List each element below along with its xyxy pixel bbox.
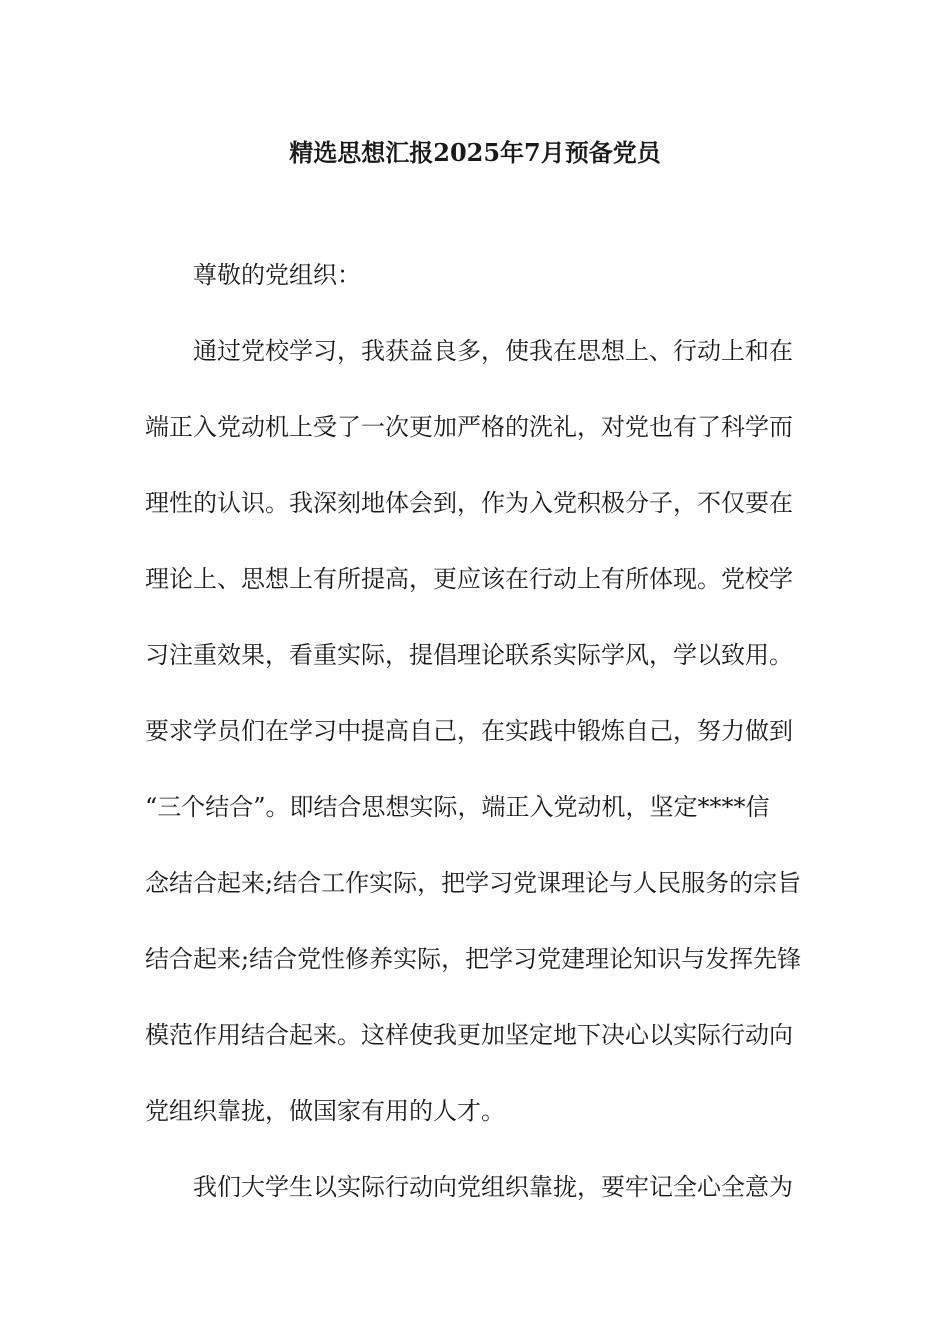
paragraph-line: 端正入党动机上受了一次更加严格的洗礼，对党也有了科学而: [145, 413, 793, 441]
paragraph-1: [145, 313, 810, 1149]
paragraph-line: 通过党校学习，我获益良多，使我在思想上、行动上和在: [193, 337, 793, 365]
paragraph-line: 理论上、思想上有所提高，更应该在行动上有所体现。党校学: [145, 565, 793, 593]
salutation: 尊敬的党组织：: [193, 261, 361, 289]
paragraph-line: 理性的认识。我深刻地体会到，作为入党积极分子，不仅要在: [145, 489, 793, 517]
paragraph-2: [145, 1149, 810, 1225]
document-title: 精选思想汇报2025年7月预备党员: [289, 138, 661, 167]
paragraph-line: 结合起来;结合党性修养实际，把学习党建理论知识与发挥先锋: [145, 945, 802, 973]
paragraph-line: 习注重效果，看重实际，提倡理论联系实际学风，学以致用。: [145, 641, 793, 669]
paragraph-line: 要求学员们在学习中提高自己，在实践中锻炼自己，努力做到: [145, 717, 793, 745]
paragraph-line: 我们大学生以实际行动向党组织靠拢，要牢记全心全意为: [193, 1173, 793, 1201]
paragraph-line: “三个结合”。即结合思想实际，端正入党动机，坚定****信: [145, 793, 770, 821]
paragraph-line: 党组织靠拢，做国家有用的人才。: [145, 1097, 505, 1125]
document-body: [145, 237, 810, 1225]
paragraph-line: 念结合起来;结合工作实际，把学习党课理论与人民服务的宗旨: [145, 869, 802, 897]
paragraph-line: 模范作用结合起来。这样使我更加坚定地下决心以实际行动向: [145, 1021, 793, 1049]
